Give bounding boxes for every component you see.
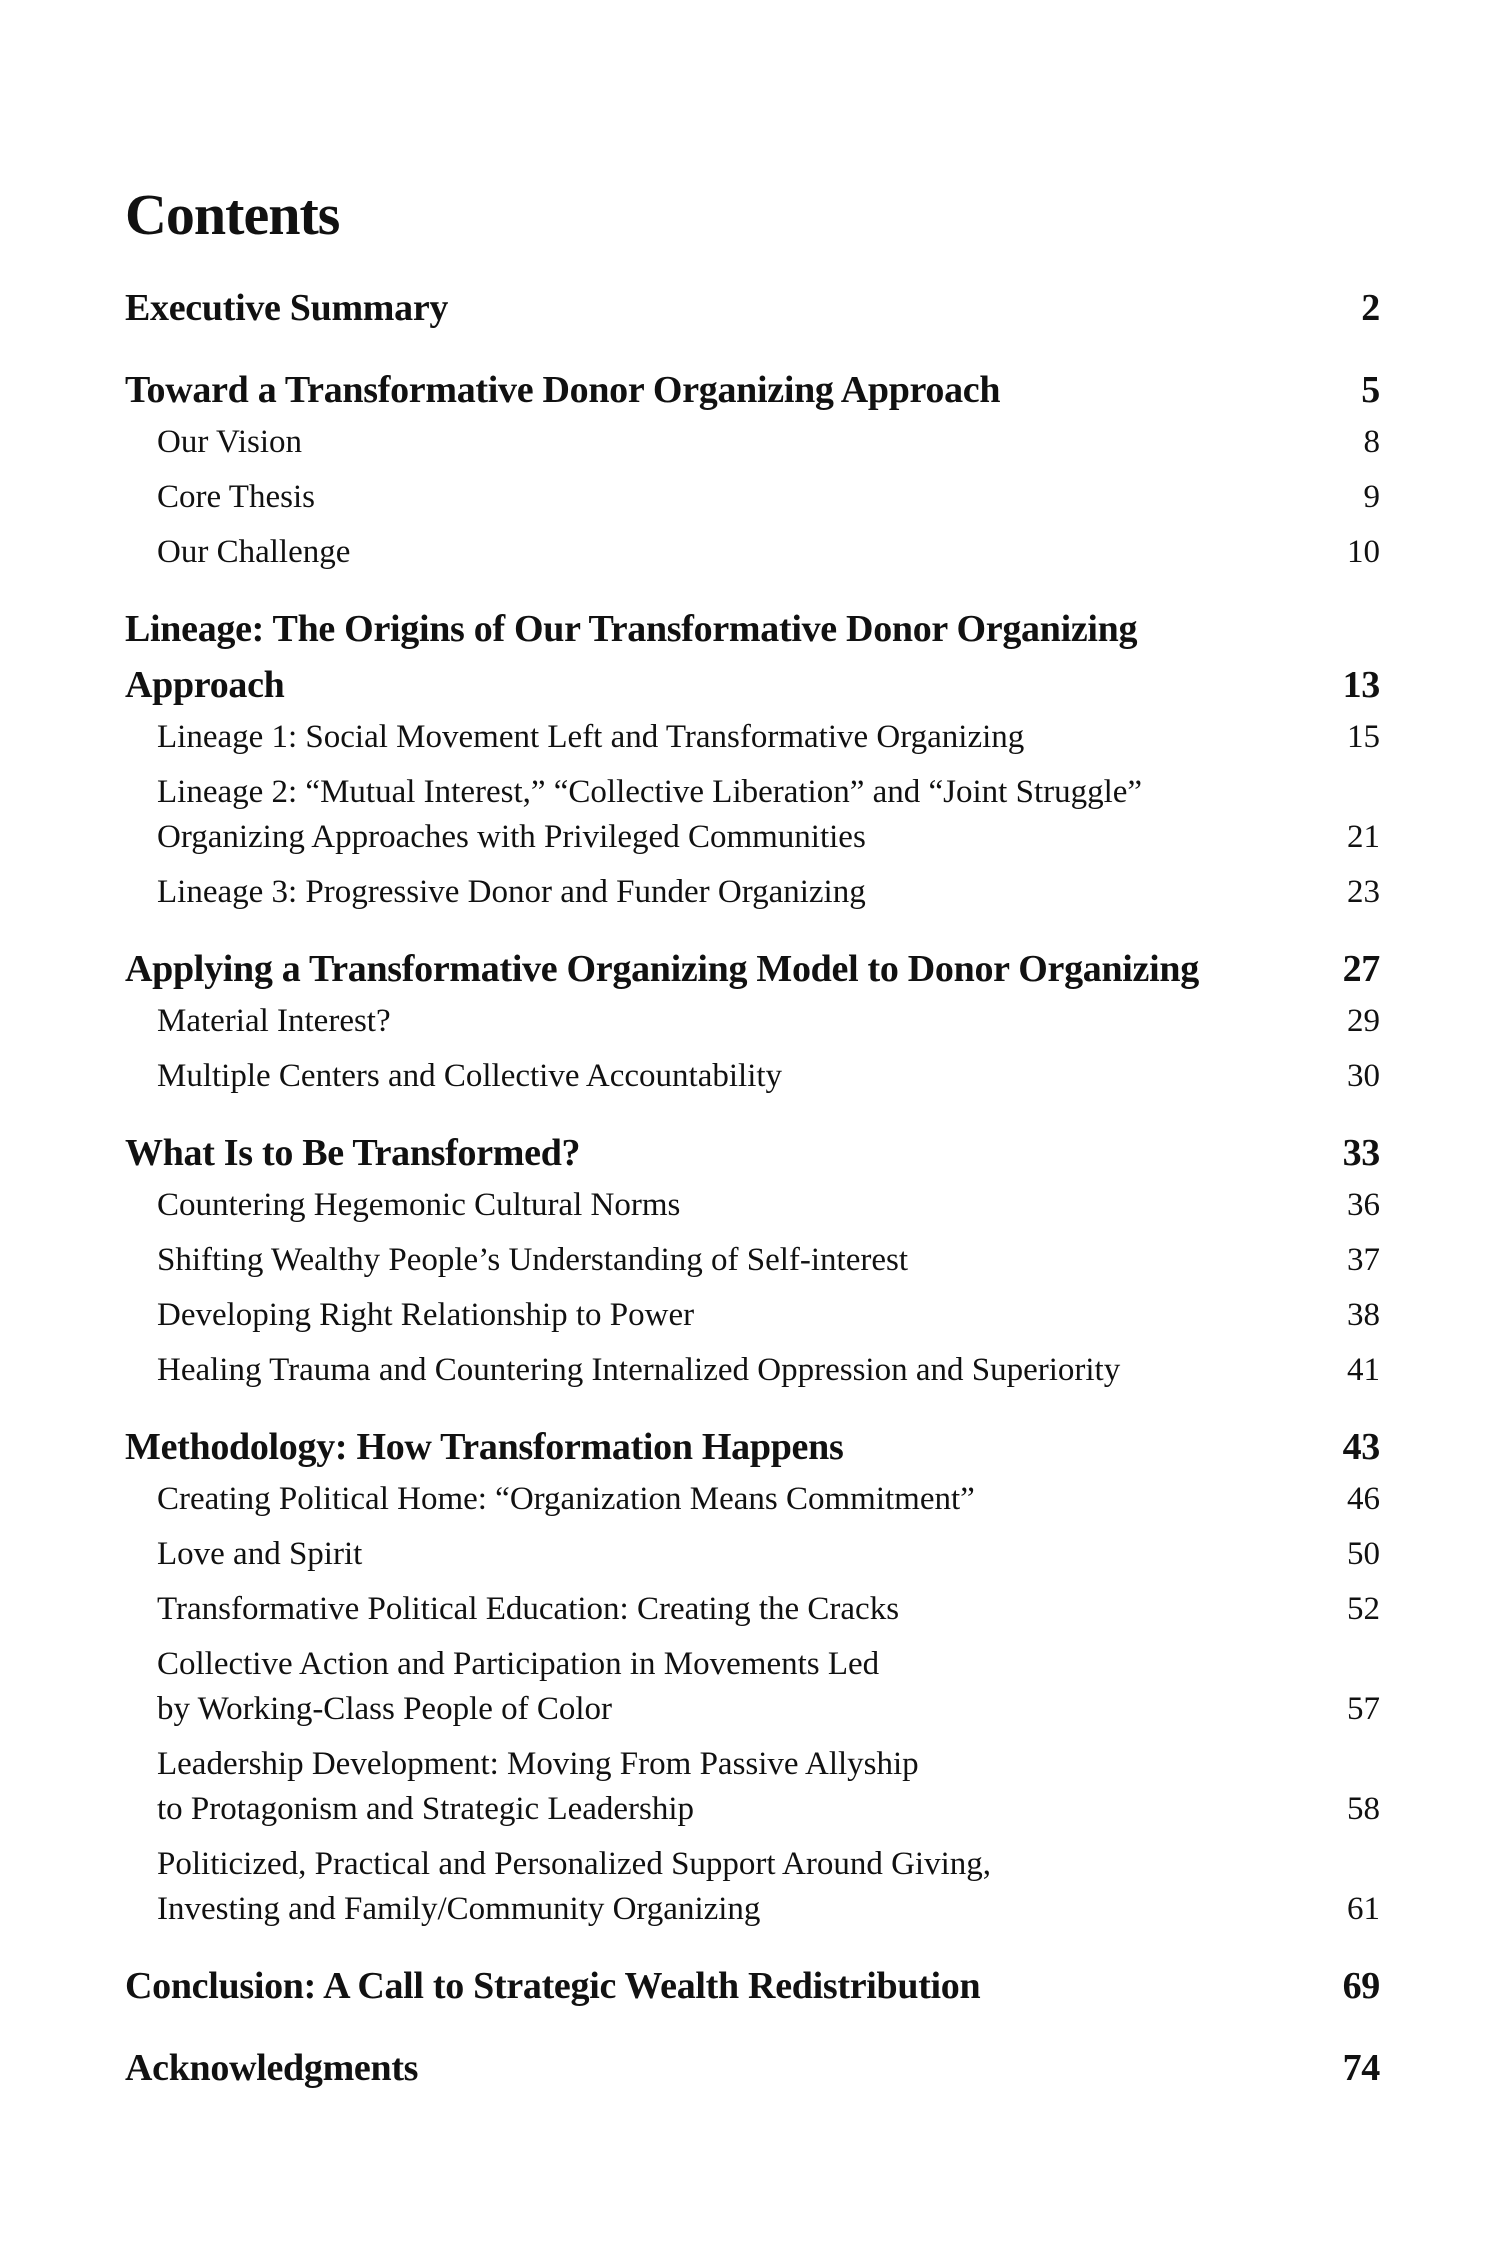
toc-subsection-entry[interactable] (125, 715, 1380, 760)
entry-title-line: Core Thesis (157, 478, 315, 515)
subsection-title (157, 1587, 1347, 1632)
page-number: 13 (1342, 663, 1380, 706)
page-number: 2 (1361, 286, 1380, 329)
entry-title-line: Shifting Wealthy People’s Understanding of Self-interest (157, 1241, 909, 1278)
toc-subsection-entry[interactable] (125, 475, 1380, 520)
entry-title-line: Approach (125, 663, 285, 706)
page-number: 10 (1347, 533, 1380, 570)
subsection-title (157, 530, 1347, 575)
page-number: 61 (1347, 1890, 1380, 1927)
toc-chapter-entry[interactable] (125, 1958, 1380, 2014)
entry-title-line: Methodology: How Transformation Happens (125, 1425, 844, 1468)
subsection-title (157, 999, 1347, 1044)
entry-title-line: Our Vision (157, 423, 303, 460)
chapter-title (125, 280, 1361, 336)
page-number: 23 (1347, 873, 1380, 910)
page-number: 8 (1363, 423, 1380, 460)
chapter-title (125, 1419, 1343, 1475)
page-number: 15 (1347, 718, 1380, 755)
entry-title-line: Material Interest? (157, 1002, 391, 1039)
page-number: 58 (1347, 1790, 1380, 1827)
toc-section (125, 1125, 1380, 1393)
entry-title-line: Applying a Transformative Organizing Model to Donor Organizing (125, 947, 1199, 990)
toc-chapter-entry[interactable] (125, 280, 1380, 336)
subsection-title (157, 1477, 1347, 1522)
subsection-title (157, 1293, 1347, 1338)
toc-section (125, 601, 1380, 915)
chapter-title (125, 362, 1361, 418)
page-number: 9 (1363, 478, 1380, 515)
entry-title-line: Love and Spirit (157, 1535, 363, 1572)
entry-title-line: by Working-Class People of Color (157, 1690, 613, 1727)
entry-title-line: Acknowledgments (125, 2046, 419, 2089)
table-of-contents (125, 280, 1380, 2096)
toc-subsection-entry[interactable] (125, 770, 1380, 860)
subsection-title (157, 870, 1347, 915)
toc-subsection-entry[interactable] (125, 1238, 1380, 1283)
toc-subsection-entry[interactable] (125, 999, 1380, 1044)
chapter-title (125, 1125, 1343, 1181)
entry-title-line: to Protagonism and Strategic Leadership (157, 1790, 695, 1827)
subsection-title (157, 475, 1364, 520)
subsection-title (157, 1238, 1347, 1283)
entry-title-line: Executive Summary (125, 286, 449, 329)
subsection-title (157, 1054, 1347, 1099)
toc-subsection-entry[interactable] (125, 530, 1380, 575)
page-number: 74 (1342, 2046, 1380, 2089)
page-number: 38 (1347, 1296, 1380, 1333)
toc-subsection-entry[interactable] (125, 420, 1380, 465)
toc-section (125, 362, 1380, 575)
entry-title-line: Conclusion: A Call to Strategic Wealth Redistribution (125, 1964, 981, 2007)
subsection-title (157, 715, 1347, 760)
toc-chapter-entry[interactable] (125, 1419, 1380, 1475)
page-number: 5 (1361, 368, 1380, 411)
entry-title-line: Investing and Family/Community Organizing (157, 1890, 761, 1927)
page-number: 21 (1347, 818, 1380, 855)
toc-section (125, 280, 1380, 336)
entry-title-line: Our Challenge (157, 533, 351, 570)
entry-title-line: Lineage 1: Social Movement Left and Transformative Organizing (157, 718, 1025, 755)
entry-title-line: Countering Hegemonic Cultural Norms (157, 1186, 681, 1223)
page-number: 41 (1347, 1351, 1380, 1388)
entry-title-line: What Is to Be Transformed? (125, 1131, 581, 1174)
subsection-title (157, 1183, 1347, 1228)
toc-subsection-entry[interactable] (125, 1642, 1380, 1732)
toc-section (125, 2040, 1380, 2096)
toc-subsection-entry[interactable] (125, 1742, 1380, 1832)
toc-subsection-entry[interactable] (125, 870, 1380, 915)
page-number: 46 (1347, 1480, 1380, 1517)
toc-subsection-entry[interactable] (125, 1348, 1380, 1393)
page-number: 30 (1347, 1057, 1380, 1094)
page-number: 29 (1347, 1002, 1380, 1039)
chapter-title (125, 601, 1343, 713)
entry-title-line: Transformative Political Education: Creating the Cracks (157, 1590, 900, 1627)
toc-chapter-entry[interactable] (125, 1125, 1380, 1181)
subsection-title (157, 1742, 1347, 1832)
toc-chapter-entry[interactable] (125, 2040, 1380, 2096)
subsection-title (157, 1348, 1347, 1393)
subsection-title (157, 1842, 1347, 1932)
entry-title-line: Multiple Centers and Collective Accountability (157, 1057, 783, 1094)
page-title: Contents (125, 182, 340, 247)
toc-section (125, 941, 1380, 1099)
subsection-title (157, 420, 1364, 465)
entry-title-line: Lineage 3: Progressive Donor and Funder Organizing (157, 873, 866, 910)
toc-subsection-entry[interactable] (125, 1293, 1380, 1338)
toc-subsection-entry[interactable] (125, 1532, 1380, 1577)
chapter-title (125, 2040, 1343, 2096)
toc-section (125, 1958, 1380, 2014)
page-number: 27 (1342, 947, 1380, 990)
entry-title-line: Healing Trauma and Countering Internalized Oppression and Superiority (157, 1351, 1121, 1388)
toc-subsection-entry[interactable] (125, 1477, 1380, 1522)
entry-title-line: Collective Action and Participation in Movements Led (157, 1645, 880, 1682)
subsection-title (157, 1532, 1347, 1577)
page-number: 69 (1342, 1964, 1380, 2007)
entry-title-line: Lineage: The Origins of Our Transformative Donor Organizing (125, 607, 1138, 650)
toc-subsection-entry[interactable] (125, 1842, 1380, 1932)
toc-subsection-entry[interactable] (125, 1054, 1380, 1099)
subsection-title (157, 1642, 1347, 1732)
page-number: 57 (1347, 1690, 1380, 1727)
entry-title-line: Lineage 2: “Mutual Interest,” “Collective Liberation” and “Joint Struggle” (157, 773, 1143, 810)
chapter-title (125, 941, 1343, 997)
entry-title-line: Politicized, Practical and Personalized Support Around Giving, (157, 1845, 992, 1882)
page-number: 52 (1347, 1590, 1380, 1627)
page-number: 50 (1347, 1535, 1380, 1572)
entry-title-line: Creating Political Home: “Organization Means Commitment” (157, 1480, 975, 1517)
subsection-title (157, 770, 1347, 860)
toc-section (125, 1419, 1380, 1932)
entry-title-line: Toward a Transformative Donor Organizing Approach (125, 368, 1001, 411)
contents-page (125, 180, 1380, 2096)
entry-title-line: Organizing Approaches with Privileged Communities (157, 818, 866, 855)
toc-subsection-entry[interactable] (125, 1183, 1380, 1228)
entry-title-line: Developing Right Relationship to Power (157, 1296, 695, 1333)
toc-chapter-entry[interactable] (125, 362, 1380, 418)
page-number: 33 (1342, 1131, 1380, 1174)
toc-subsection-entry[interactable] (125, 1587, 1380, 1632)
toc-chapter-entry[interactable] (125, 941, 1380, 997)
page-number: 36 (1347, 1186, 1380, 1223)
page-number: 37 (1347, 1241, 1380, 1278)
chapter-title (125, 1958, 1343, 2014)
page-number: 43 (1342, 1425, 1380, 1468)
entry-title-line: Leadership Development: Moving From Passive Allyship (157, 1745, 919, 1782)
toc-chapter-entry[interactable] (125, 601, 1380, 713)
